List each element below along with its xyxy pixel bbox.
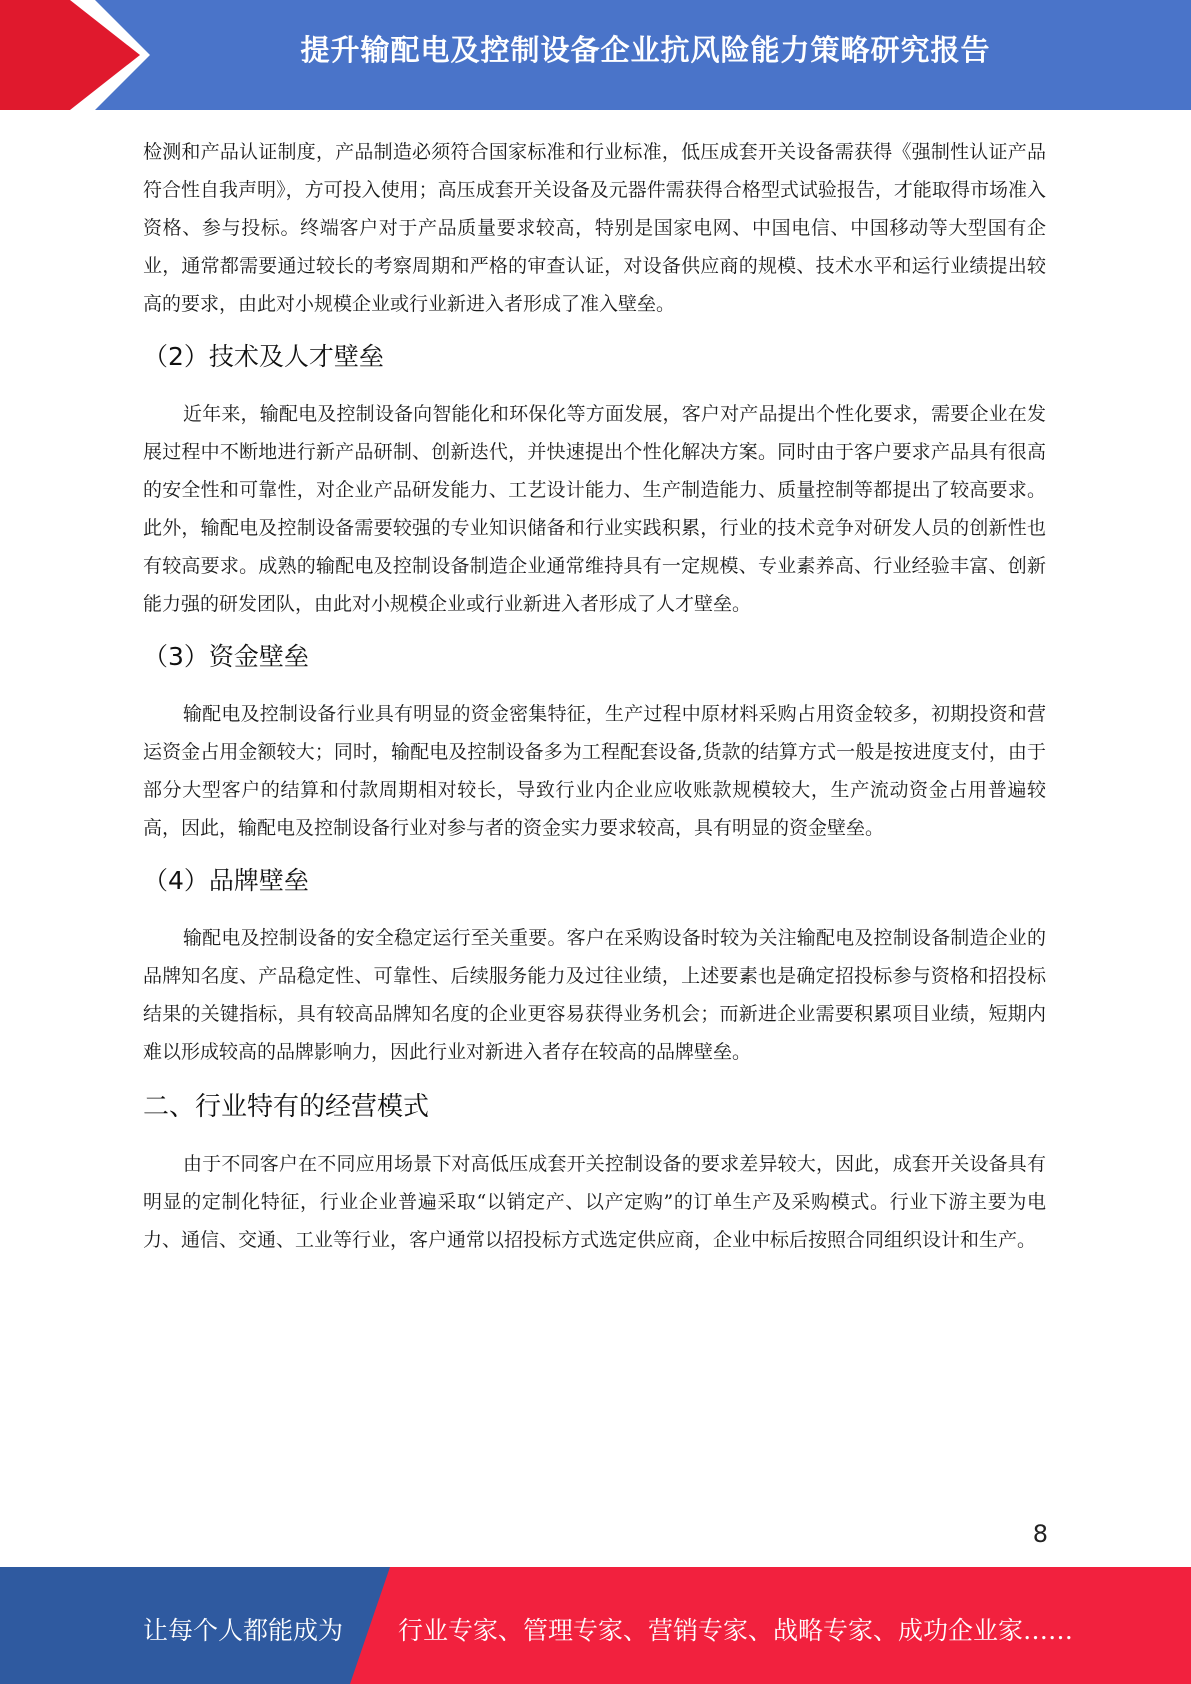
page-number: 8 (1032, 1520, 1048, 1548)
paragraph-capital: 输配电及控制设备行业具有明显的资金密集特征，生产过程中原材料采购占用资金较多，初期投资和营运资金占用金额较大；同时，输配电及控制设备多为工程配套设备,货款的结算方式一般是按进度支付，由于部分大型客户的结算和付款周期相对较长，导致行业内企业应收账款规模较大，生产流动资金占用普遍较高，因此，输配电及控制设备行业对参与者的资金实力要求较高，具有明显的资金壁垒。 (143, 703, 1046, 839)
heading-tech-talent-barrier: （2）技术及人才壁垒 (143, 342, 384, 371)
document-body (143, 133, 1046, 1259)
heading-business-model: 二、行业特有的经营模式 (143, 1092, 430, 1122)
heading-brand-barrier: （4）品牌壁垒 (143, 866, 309, 895)
footer-slogan-right: 行业专家、管理专家、营销专家、战略专家、成功企业家…… (398, 1616, 1074, 1645)
header-red-arrow-graphic (0, 0, 150, 110)
paragraph-business-model: 由于不同客户在不同应用场景下对高低压成套开关控制设备的要求差异较大，因此，成套开关设备具有明显的定制化特征，行业企业普遍采取“以销定产、以产定购”的订单生产及采购模式。行业下游主要为电力、通信、交通、工业等行业，客户通常以招投标方式选定供应商，企业中标后按照合同组织设计和生产。 (143, 1153, 1046, 1251)
footer-slogan-left: 让每个人都能成为 (143, 1616, 344, 1645)
page-footer (0, 1567, 1191, 1684)
report-title: 提升输配电及控制设备企业抗风险能力策略研究报告 (300, 33, 991, 67)
heading-capital-barrier: （3）资金壁垒 (143, 642, 309, 671)
paragraph-certification: 检测和产品认证制度，产品制造必须符合国家标准和行业标准，低压成套开关设备需获得《强制性认证产品符合性自我声明》，方可投入使用；高压成套开关设备及元器件需获得合格型式试验报告，才能取得市场准入资格、参与投标。终端客户对于产品质量要求较高，特别是国家电网、中国电信、中国移动等大型国有企业，通常都需要通过较长的考察周期和严格的审查认证，对设备供应商的规模、技术水平和运行业绩提出较高的要求，由此对小规模企业或行业新进入者形成了准入壁垒。 (143, 141, 1046, 315)
paragraph-tech-talent: 近年来，输配电及控制设备向智能化和环保化等方面发展，客户对产品提出个性化要求，需要企业在发展过程中不断地进行新产品研制、创新迭代，并快速提出个性化解决方案。同时由于客户要求产品具有很高的安全性和可靠性，对企业产品研发能力、工艺设计能力、生产制造能力、质量控制等都提出了较高要求。此外，输配电及控制设备需要较强的专业知识储备和行业实践积累，行业的技术竞争对研发人员的创新性也有较高要求。成熟的输配电及控制设备制造企业通常维持具有一定规模、专业素养高、行业经验丰富、创新能力强的研发团队，由此对小规模企业或行业新进入者形成了人才壁垒。 (143, 403, 1046, 615)
paragraph-brand: 输配电及控制设备的安全稳定运行至关重要。客户在采购设备时较为关注输配电及控制设备制造企业的品牌知名度、产品稳定性、可靠性、后续服务能力及过往业绩，上述要素也是确定招投标参与资格和招投标结果的关键指标，具有较高品牌知名度的企业更容易获得业务机会；而新进企业需要积累项目业绩，短期内难以形成较高的品牌影响力，因此行业对新进入者存在较高的品牌壁垒。 (143, 927, 1046, 1063)
page-header (0, 0, 1191, 110)
